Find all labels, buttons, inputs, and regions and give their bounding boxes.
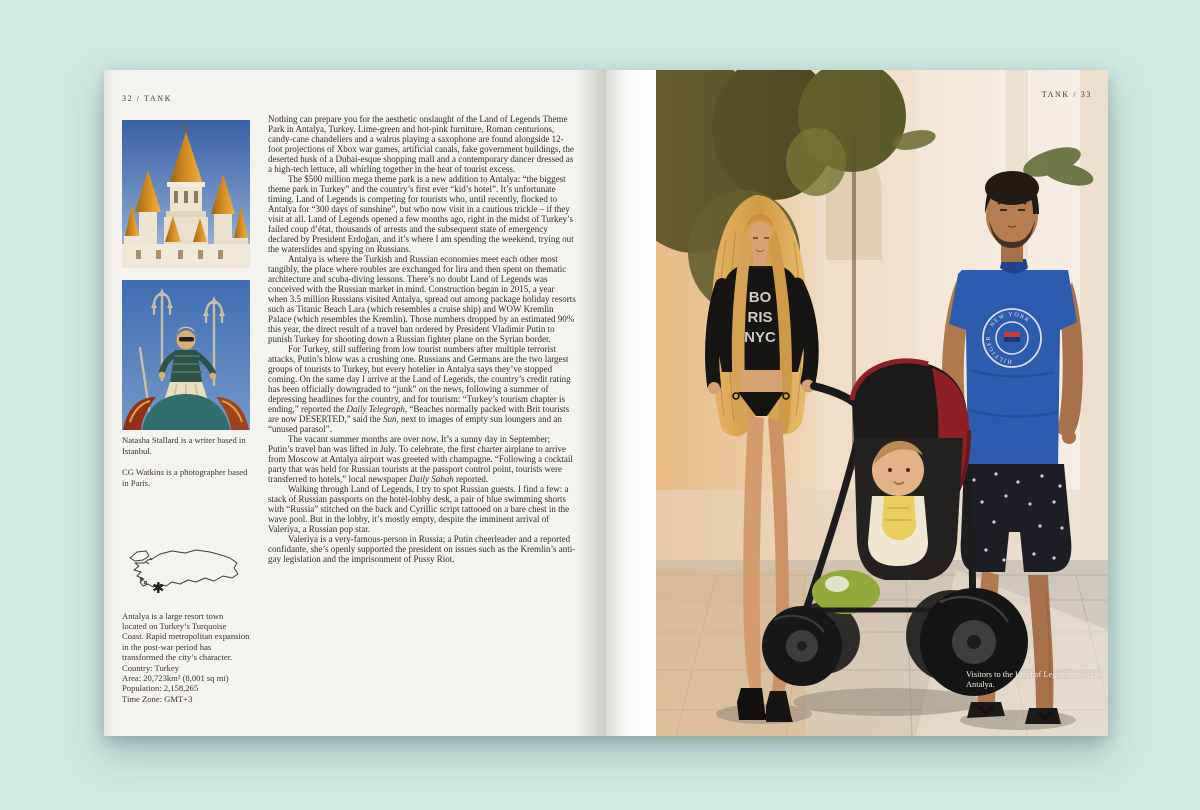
- castle-photo: [122, 120, 250, 268]
- article-paragraph: Valeriya is a very-famous-person in Russia; a Putin cheerleader and a reported confidante, she’s openly supported the president on issues such as the Kremlin’s anti-gay legislation and the imprisonment of Pussy Riot.: [268, 534, 576, 564]
- article-paragraph: For Turkey, still suffering from low tourist numbers after multiple terrorist attacks, Putin’s blow was a crushing one. Russians and Germans are the two largest groups of tourists to Turkey, but every hotelier in Antalya says they’ve stopped coming. On the same day I arrive at the Land of Legends, the country’s credit rating has been officially downgraded to “junk” on the news, following a summer of depressing headlines for the country, and for tourism: “Turkey’s tourism chapter is ending,” reported the Daily Telegraph, “Beaches normally packed with Brit tourists are now DESERTED,” said the Sun, next to images of empty sun loungers and an “unused parasol”.: [268, 344, 571, 434]
- photo-caption: Visitors to the Land of Legends resort in Antalya.: [966, 670, 1102, 690]
- country-facts: [122, 663, 250, 704]
- article-paragraph: Nothing can prepare you for the aesthetic onslaught of the Land of Legends Theme Park in Antalya, Turkey. Lime-green and hot-pink furniture, Roman centurions, candy-cane chandeliers and a walrus playing a saxophone are found alongside 12-foot projections of Xbox war games, artificial canals, fake government buildings, the deserted husk of a Dubai-esque shopping mall and a contemporary dancer dressed as a high-tech lettuce, all whirling together in the heat of tourist excess.: [268, 114, 574, 174]
- trident-statue-illustration: [122, 280, 250, 430]
- photographer-credit: CG Watkins is a photographer based in Paris.: [122, 467, 248, 488]
- location-note: Antalya is a large resort town located on Turkey’s Turquoise Coast. Rapid metropolitan expansion in the post-war period has transformed the city’s character.: [122, 611, 250, 662]
- woman-shirt-text-line1: BO: [748, 289, 772, 306]
- trident-photo: [122, 280, 250, 430]
- castle-illustration: [122, 120, 250, 268]
- article-paragraph: The vacant summer months are over now. It’s a sunny day in September; Putin’s travel ban was lifted in July. To celebrate, the first charter airplane to arrive from Moscow at Antalya airport was greeted with champagne. “Following a cocktail party that was held for Russian tourists at the passport control point, tourists were transferred to hotels,” local newspaper Daily Sabah reported.: [268, 434, 573, 484]
- woman-shirt-text-line2: RIS: [747, 309, 773, 326]
- article-paragraph: Antalya is where the Turkish and Russian economies meet each other most tangibly, the place where roubles are exchanged for lira and then spent on thematic architecture and scuba-diving lessons. There’s no doubt Land of Legends was conceived with the Russian market in mind. Construction began in 2015, a year when 3.5 million Russians visited Antalya, spread out among package holiday resorts such as Titanic Beach Lara (which resembles a cruise ship) and WOW Kremlin Palace (which resembles the Kremlin). Those numbers dropped by an estimated 90% this year, the direct result of a travel ban ordered by President Vladimir Putin to punish Turkey for shooting down a Russian fighter plane on the Syrian border.: [268, 254, 576, 344]
- magazine-spread: [104, 70, 1108, 736]
- man-shirt-logo-text: HILFIGER · NEW YORK: [986, 311, 1032, 365]
- page-gutter: [606, 70, 656, 736]
- fact-population: Population: 2,158,265: [122, 683, 199, 694]
- sidebar: [122, 70, 250, 736]
- right-page: [606, 70, 1108, 736]
- left-page: [104, 70, 606, 736]
- family-photo: [656, 70, 1108, 736]
- folio-left: 32 / TANK: [122, 94, 173, 103]
- antalya-marker: ✱: [152, 581, 165, 597]
- fact-area: Area: 20,723km² (8,001 sq mi): [122, 673, 229, 684]
- folio-right: TANK / 33: [1041, 90, 1092, 99]
- family-photo-illustration: [656, 70, 1108, 736]
- fact-country: Country: Turkey: [122, 663, 180, 673]
- article-body: [268, 114, 576, 564]
- turkey-map: [122, 543, 242, 603]
- article-paragraph: The $500 million mega theme park is a new addition to Antalya: “the biggest theme park in Turkey” and the country’s first ever “kid’s hotel”. It’s unfortunate timing. Land of Legends is competing for tourists who, until recently, flocked to Antalya for “300 days of sunshine”, but who now visit in a cautious trickle – if they visit at all. Land of Legends opened a few months ago, right in the midst of Turkey’s failed coup d’état, thousands of arrests and the subsequent state of emergency declared by President Erdoğan, and it’s where I am spending the weekend, trying out the waterslides and spying on Russians.: [268, 174, 574, 254]
- turkey-outline-icon: [122, 543, 242, 601]
- writer-credit: Natasha Stallard is a writer based in Istanbul.: [122, 435, 246, 456]
- woman-shirt-text-line3: NYC: [744, 329, 776, 346]
- article-paragraph: Walking through Land of Legends, I try to spot Russian guests. I find a few: a stack of Russian passports on the hotel-lobby desk, a pair of blue swimming shorts with “Russia” stitched on the back and Cyrillic script tattooed on a bare chest in the wave pool. But in the lobby, it’s mostly empty, despite the imminent arrival of Valeriya, a Russian pop star.: [268, 484, 570, 534]
- fact-timezone: Time Zone: GMT+3: [122, 693, 193, 704]
